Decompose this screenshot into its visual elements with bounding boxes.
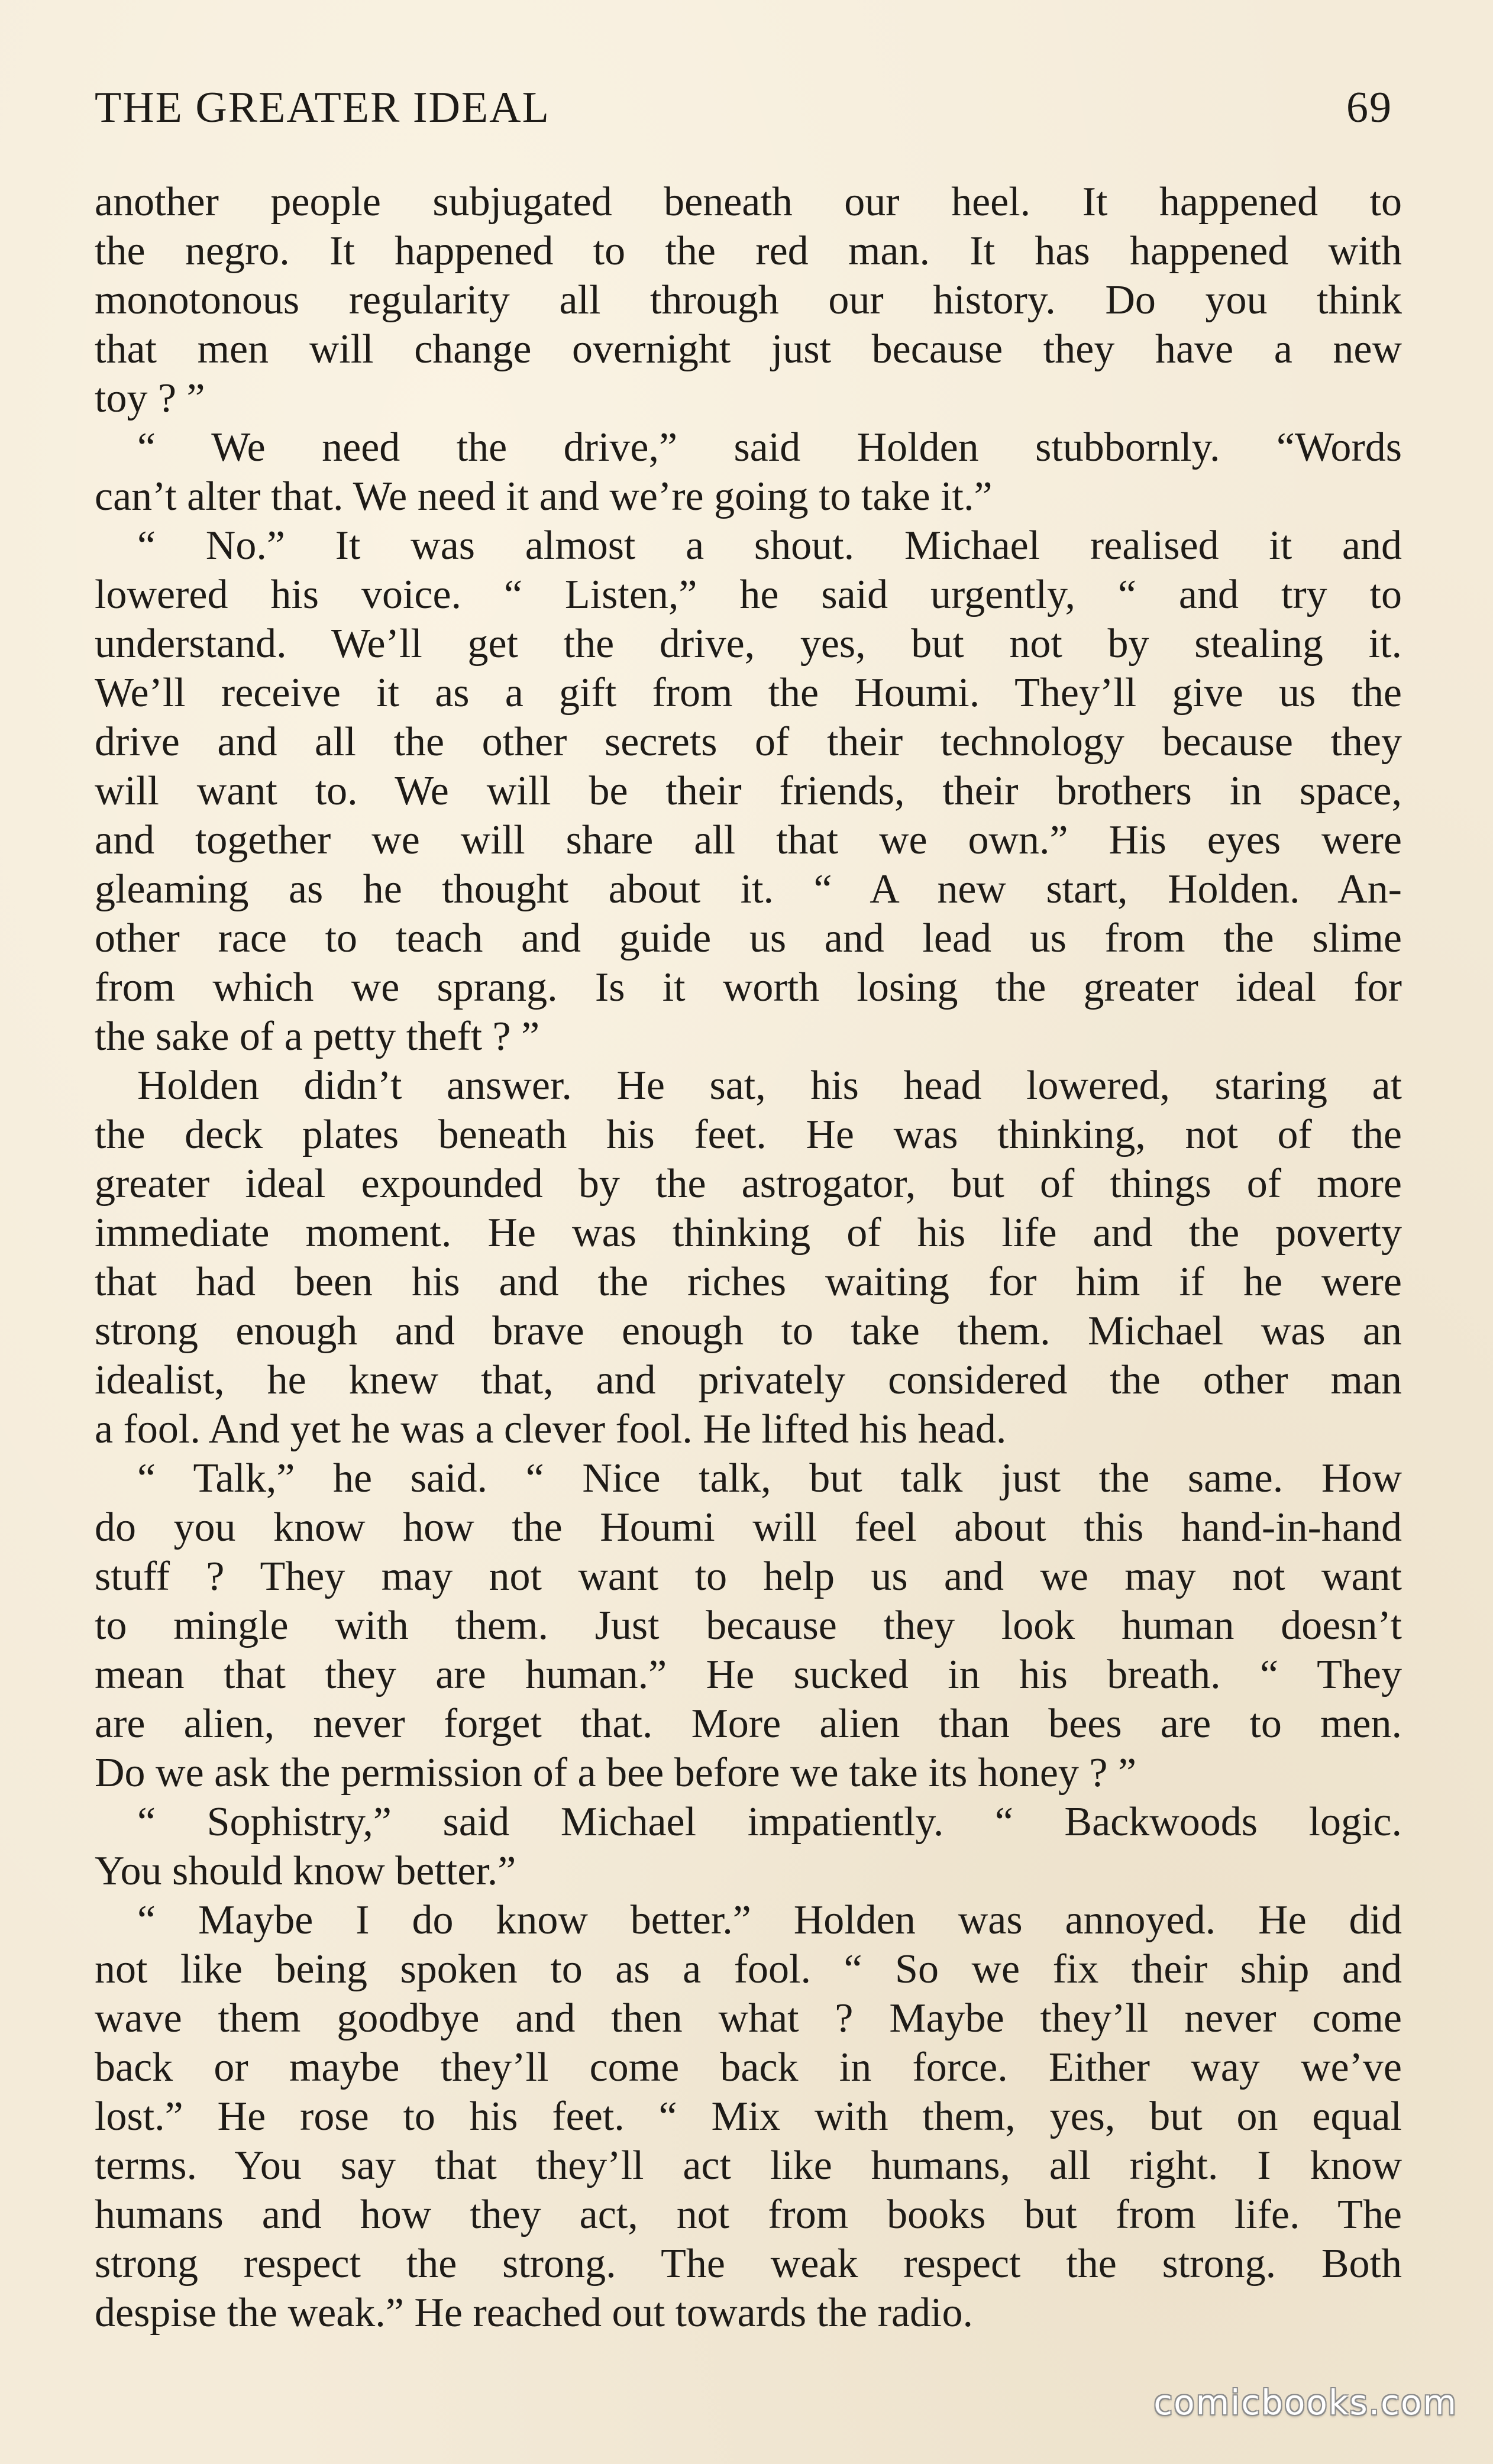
text-line: other race to teach and guide us and lead us from the slime xyxy=(95,916,1402,961)
text-line: monotonous regularity all through our history. Do you think xyxy=(95,277,1402,323)
text-line: are alien, never forget that. More alien than bees are to men. xyxy=(95,1701,1402,1747)
text-line: can’t alter that. We need it and we’re going to take it.” xyxy=(95,474,993,519)
running-head xyxy=(95,83,1392,142)
text-line: wave them goodbye and then what ? Maybe they’ll never come xyxy=(95,1996,1402,2041)
text-line: idealist, he knew that, and privately considered the other man xyxy=(95,1357,1402,1403)
body-text xyxy=(95,177,1402,2337)
text-line: the sake of a petty theft ? ” xyxy=(95,1014,540,1059)
text-line: humans and how they act, not from books but from life. The xyxy=(95,2192,1402,2237)
text-line: the deck plates beneath his feet. He was thinking, not of the xyxy=(95,1112,1402,1157)
text-line: that men will change overnight just because they have a new xyxy=(95,326,1402,372)
text-line: stuff ? They may not want to help us and we may not want xyxy=(95,1554,1402,1599)
text-line: lost.” He rose to his feet. “ Mix with them, yes, but on equal xyxy=(95,2094,1402,2139)
text-line: You should know better.” xyxy=(95,1848,516,1894)
text-line: do you know how the Houmi will feel about this hand-in-hand xyxy=(95,1505,1402,1550)
text-line: that had been his and the riches waiting for him if he were xyxy=(95,1259,1402,1305)
text-line: mean that they are human.” He sucked in his breath. “ They xyxy=(95,1652,1402,1697)
text-line: and together we will share all that we own.” His eyes were xyxy=(95,817,1402,863)
text-line: “ Sophistry,” said Michael impatiently. “ Backwoods logic. xyxy=(137,1799,1402,1845)
running-title: THE GREATER IDEAL xyxy=(95,83,550,132)
text-line: strong respect the strong. The weak respect the strong. Both xyxy=(95,2241,1402,2287)
text-line: terms. You say that they’ll act like humans, all right. I know xyxy=(95,2143,1402,2188)
page-number: 69 xyxy=(1346,83,1392,132)
text-line: back or maybe they’ll come back in force. Either way we’ve xyxy=(95,2045,1402,2090)
text-line: “ Maybe I do know better.” Holden was annoyed. He did xyxy=(137,1897,1402,1943)
text-line: drive and all the other secrets of their technology because they xyxy=(95,719,1402,765)
text-line: “ Talk,” he said. “ Nice talk, but talk just the same. How xyxy=(137,1456,1402,1501)
text-line: Holden didn’t answer. He sat, his head lowered, staring at xyxy=(137,1063,1402,1108)
text-line: will want to. We will be their friends, their brothers in space, xyxy=(95,768,1402,814)
text-line: toy ? ” xyxy=(95,376,205,421)
text-line: gleaming as he thought about it. “ A new start, Holden. An- xyxy=(95,866,1402,912)
text-line: strong enough and brave enough to take them. Michael was an xyxy=(95,1308,1402,1354)
text-line: despise the weak.” He reached out towards the radio. xyxy=(95,2290,973,2336)
text-line: from which we sprang. Is it worth losing the greater ideal for xyxy=(95,965,1402,1010)
text-line: “ No.” It was almost a shout. Michael realised it and xyxy=(137,523,1402,568)
text-line: the negro. It happened to the red man. It has happened with xyxy=(95,228,1402,274)
text-line: greater ideal expounded by the astrogator, but of things of more xyxy=(95,1161,1402,1207)
text-line: to mingle with them. Just because they look human doesn’t xyxy=(95,1603,1402,1648)
text-line: understand. We’ll get the drive, yes, but not by stealing it. xyxy=(95,621,1402,667)
text-line: lowered his voice. “ Listen,” he said urgently, “ and try to xyxy=(95,572,1402,617)
text-line: “ We need the drive,” said Holden stubbornly. “Words xyxy=(137,425,1402,470)
text-line: We’ll receive it as a gift from the Houmi. They’ll give us the xyxy=(95,670,1402,716)
watermark: comicbooks.com xyxy=(1153,2382,1458,2423)
text-line: immediate moment. He was thinking of his life and the poverty xyxy=(95,1210,1402,1256)
text-line: not like being spoken to as a fool. “ So we fix their ship and xyxy=(95,1946,1402,1992)
text-line: Do we ask the permission of a bee before we take its honey ? ” xyxy=(95,1750,1137,1796)
text-line: a fool. And yet he was a clever fool. He lifted his head. xyxy=(95,1406,1007,1452)
text-line: another people subjugated beneath our heel. It happened to xyxy=(95,179,1402,225)
